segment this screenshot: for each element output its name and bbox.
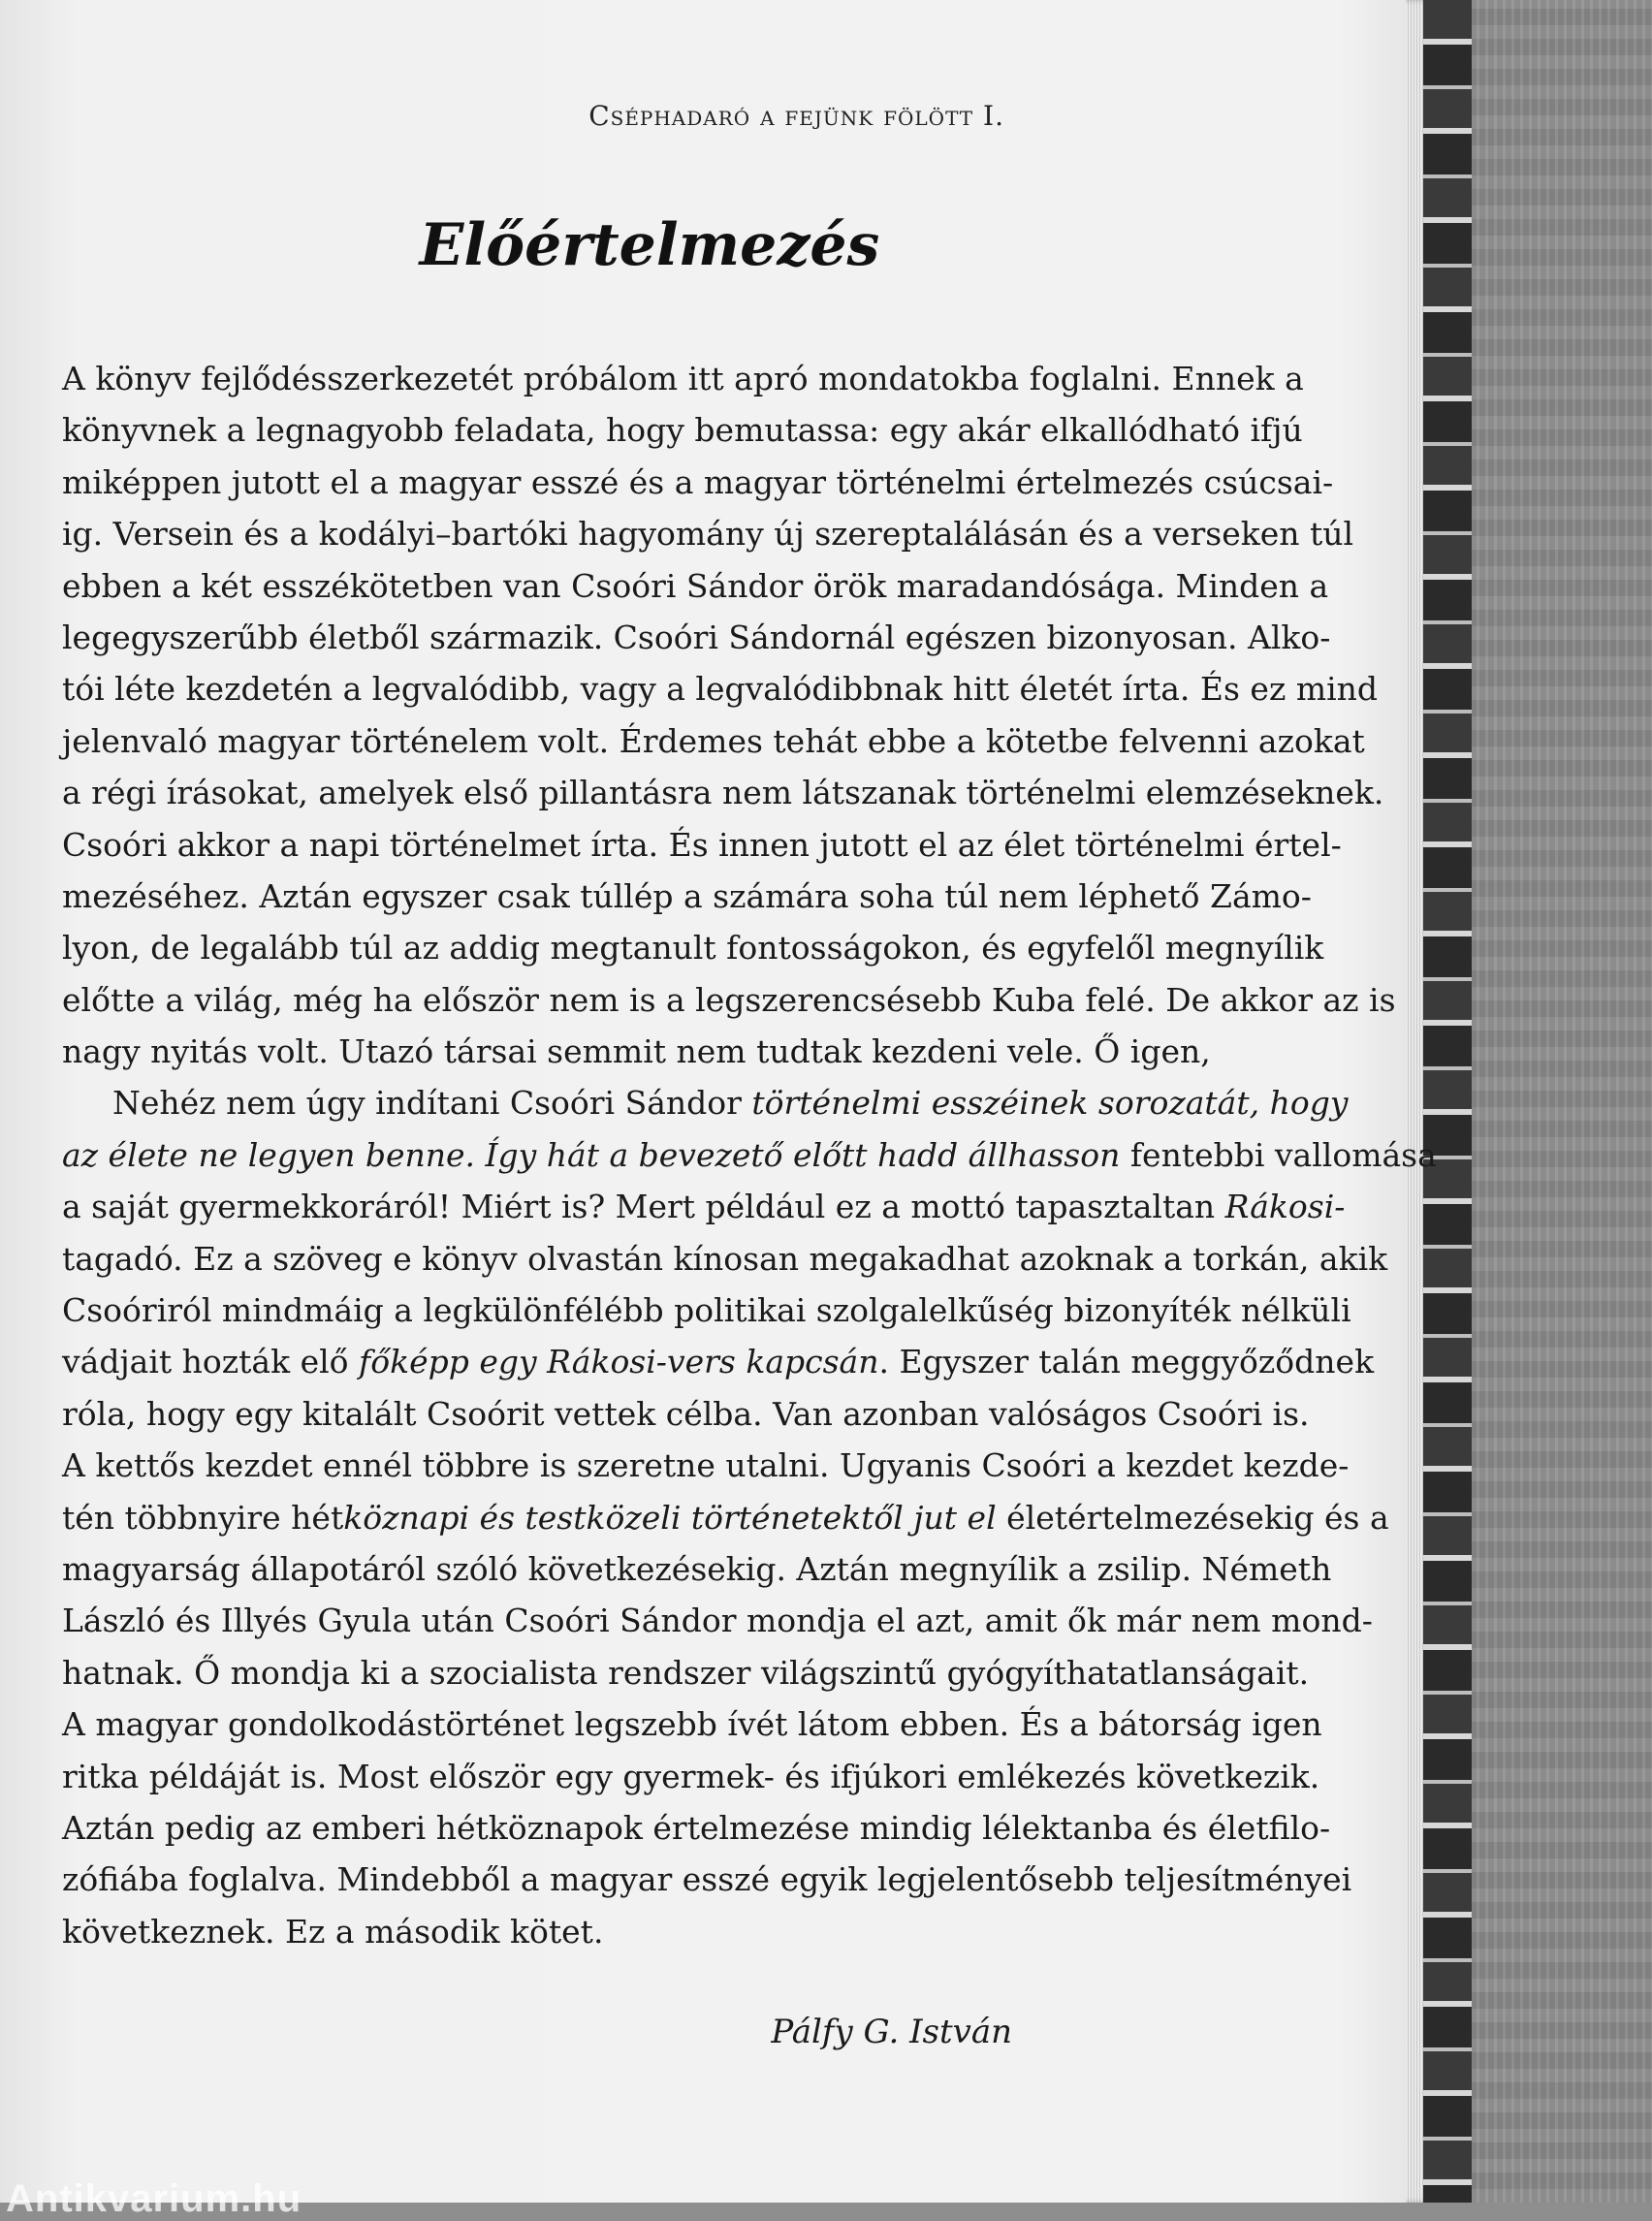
text-line	[62, 1077, 1349, 1128]
text-line	[62, 1647, 1310, 1698]
text-span: A magyar gondolkodástörténet legszebb ívét látom ebben. És a bátorság igen	[62, 1705, 1322, 1744]
text-line	[62, 715, 1365, 767]
text-span: a saját gyermekkoráról! Miért is? Mert például ez a mottó tapasztaltan	[62, 1188, 1225, 1226]
italic-span: Rákosi-	[1224, 1188, 1346, 1226]
text-line	[62, 922, 1324, 973]
text-line	[62, 1388, 1310, 1440]
text-span: . Egyszer talán meggyőződnek	[878, 1343, 1375, 1381]
text-span: tagadó. Ez a szöveg e könyv olvastán kínosan megakadhat azoknak a torkán, akik	[62, 1239, 1388, 1278]
italic-span: köznapi és testközeli történetektől jut el	[343, 1498, 997, 1537]
text-line	[62, 1854, 1352, 1905]
text-span: hatnak. Ő mondja ki a szocialista rendszer világszintű gyógyíthatatlanságait.	[62, 1653, 1310, 1692]
text-line	[62, 974, 1396, 1026]
text-span: vádjait hozták elő	[62, 1343, 360, 1381]
text-span: ritka példáját is. Most először egy gyermek- és ifjúkori emlékezés következik.	[62, 1757, 1320, 1795]
endpaper-strip	[1423, 0, 1472, 2203]
text-line	[62, 560, 1329, 612]
text-line	[62, 508, 1354, 559]
text-span: Csoóri akkor a napi történelmet írta. És innen jutott el az élet történelmi értel-	[62, 825, 1342, 864]
text-line	[62, 457, 1334, 508]
text-line	[62, 353, 1304, 404]
text-line	[62, 663, 1379, 714]
text-line	[62, 1233, 1388, 1285]
text-span: A könyv fejlődésszerkezetét próbálom itt apró mondatokba foglalni. Ennek a	[62, 360, 1304, 397]
italic-span: történelmi esszéinek sorozatát, hogy	[751, 1084, 1349, 1123]
body-text	[62, 353, 1437, 1957]
text-line	[62, 612, 1331, 663]
text-span: ebben a két esszékötetben van Csoóri Sándor örök maradandósága. Minden a	[62, 566, 1329, 605]
text-span: A kettős kezdet ennél többre is szeretne utalni. Ugyanis Csoóri a kezdet kezde-	[62, 1446, 1350, 1485]
text-span: László és Illyés Gyula után Csoóri Sándor mondja el azt, amit ők már nem mond-	[62, 1602, 1373, 1640]
text-span: lyon, de legalább túl az addig megtanult fontosságokon, és egyfelől megnyílik	[62, 929, 1324, 968]
text-span: ig. Versein és a kodályi–bartóki hagyomány új szereptalálásán és a verseken túl	[62, 515, 1354, 554]
watermark: Antikvarium.hu	[6, 2177, 302, 2220]
text-span: Nehéz nem úgy indítani Csoóri Sándor	[112, 1084, 752, 1123]
text-line	[62, 767, 1384, 818]
text-span: Aztán pedig az emberi hétköznapok értelmezése mindig lélektanba és életfilo-	[62, 1808, 1331, 1847]
text-line	[62, 1698, 1322, 1750]
text-span: miképpen jutott el a magyar esszé és a magyar történelmi értelmezés csúcsai-	[62, 462, 1334, 501]
text-line	[62, 1181, 1346, 1232]
text-span: életértelmezésekig és a	[996, 1498, 1389, 1537]
text-span: jelenvaló magyar történelem volt. Érdemes tehát ebbe a kötetbe felvenni azokat	[62, 721, 1365, 760]
text-span: nagy nyitás volt. Utazó társai semmit nem tudtak kezdeni vele. Ő igen,	[62, 1032, 1211, 1071]
text-span: mezéséhez. Aztán egyszer csak túllép a számára soha túl nem léphető Zámo-	[62, 876, 1312, 915]
author-signature: Pálfy G. István	[771, 2013, 1012, 2051]
text-line	[62, 1336, 1375, 1387]
text-line	[62, 404, 1303, 456]
running-head: Cséphadaró a fejünk fölött I.	[588, 100, 1004, 132]
text-span: előtte a világ, még ha először nem is a legszerencsésebb Kuba felé. De akkor az is	[62, 980, 1396, 1019]
text-line	[62, 1751, 1320, 1802]
text-line	[62, 1492, 1389, 1543]
text-line	[62, 1285, 1351, 1336]
text-line	[62, 1595, 1373, 1646]
text-span: következnek. Ez a második kötet.	[62, 1912, 604, 1951]
text-span: zófiába foglalva. Mindebből a magyar esszé egyik legjelentősebb teljesítményei	[62, 1860, 1352, 1899]
text-span: róla, hogy egy kitalált Csoórit vettek célba. Van azonban valóságos Csoóri is.	[62, 1394, 1310, 1433]
text-span: a régi írásokat, amelyek első pillantásra nem látszanak történelmi elemzéseknek.	[62, 774, 1384, 812]
text-span: legegyszerűbb életből származik. Csoóri Sándornál egészen bizonyosan. Alko-	[62, 618, 1331, 656]
text-line	[62, 1440, 1350, 1491]
italic-span: főképp egy Rákosi-vers kapcsán	[359, 1343, 879, 1381]
text-line	[62, 871, 1312, 922]
text-span: tén többnyire hét	[62, 1498, 344, 1537]
text-line	[62, 1802, 1331, 1854]
text-line	[62, 819, 1342, 871]
text-span: tói léte kezdetén a legvalódibb, vagy a legvalódibbnak hitt életét írta. És ez mind	[62, 670, 1379, 709]
text-span: fentebbi vallomása	[1120, 1135, 1437, 1174]
text-span: Csoóriról mindmáig a legkülönfélébb politikai szolgalelkűség bizonyíték nélküli	[62, 1291, 1351, 1330]
page-title: Előértelmezés	[419, 211, 880, 279]
text-span: magyarság állapotáról szóló következésekig. Aztán megnyílik a zsilip. Németh	[62, 1549, 1332, 1588]
text-span: könyvnek a legnagyobb feladata, hogy bemutassa: egy akár elkallódható ifjú	[62, 411, 1303, 450]
italic-span: az élete ne legyen benne. Így hát a bevezető előtt hadd állhasson	[62, 1135, 1121, 1174]
text-line	[62, 1543, 1332, 1595]
text-line	[62, 1906, 1256, 1957]
text-line	[62, 1129, 1437, 1181]
text-line	[62, 1026, 1256, 1077]
